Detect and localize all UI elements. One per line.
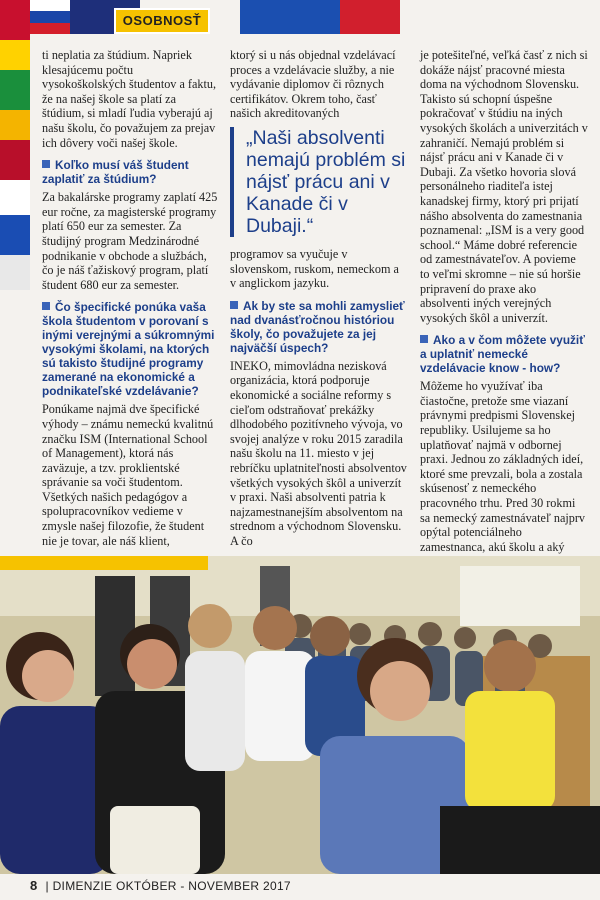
bullet-square-icon	[42, 160, 50, 168]
paragraph: programov sa vyučuje v slovenskom, ruskom, nemeckom a v anglickom jazyku.	[230, 246, 399, 291]
paragraph: INEKO, mimovládna nezisková organizácia, ktorá podporuje ekonomické a sociálne reformy s cieľom odstraňovať prekážky dlhodobého pozitívneho vývoja, vo svojej analýze v roku 2015 zaradila našu školu na 11. miesto v jej rebríčku uplatniteľnosti absolventov všetkých vysokých škôl a univerzít v praxi. Naši absolventi patria k najzamestnanejším absolventom na strednom a východnom Slovensku. A čo	[230, 358, 407, 548]
page-number: 8	[30, 878, 38, 893]
accent-bar	[0, 556, 208, 570]
paragraph: Môžeme ho využívať iba čiastočne, pretože sme viazaní právnymi predpismi Slovenskej republiky. Usilujeme sa ho uplatňovať najmä v odbornej praxi. Jednou zo základných ideí, ktoré sme prevzali, bola a zostala skúsenosť z nemeckého pracovného trhu. Pred 30 rokmi sa nemecký zamestnávateľ najprv opýtal potenciálneho zamestnanca, akú školu a aký	[420, 379, 586, 554]
flag-strip-top	[30, 0, 400, 34]
question-heading: Ak by ste sa mohli zamyslieť nad dvanásťročnou históriou školy, čo považujete za jej najväčší úspech?	[230, 298, 405, 355]
column-3	[420, 48, 588, 590]
question-heading: Koľko musí váš študent zaplatiť za štúdium?	[42, 158, 189, 187]
classroom-photo-icon	[0, 556, 600, 874]
paragraph: Za bakalárske programy zaplatí 425 eur ročne, za magisterské programy platí 650 eur za semester. Za študijný program Medzinárodné podnikanie v obchode a službách, čo je náš ťažiskový program, platí študent 680 eur za semester.	[42, 190, 218, 292]
pull-quote: „Naši absolventi nemajú problém si nájsť prácu ani v Kanade či v Dubaji.“	[230, 127, 408, 237]
paragraph: Ponúkame najmä dve špecifické výhody – známu nemeckú kvalitnú značku ISM (International School of Management), ktorá nás zaväzuje, a tzv. proklientské správanie sa voči študentom. Všetkých našich pedagógov a spolupracovníkov vedieme v zmysle našej filozofie, že študent nie je tovar, ale náš klient,	[42, 402, 214, 548]
question-heading: Čo špecifické ponúka vaša škola študentom v porovaní s inými verejnými a súkromnými vysokými školami, na ktorých sú takisto študijné programy zamerané na ekonomické a podnikateľské vzdelávanie?	[42, 300, 215, 399]
paragraph: ti neplatia za štúdium. Napriek klesajúcemu počtu vysokoškolských študentov a faktu, že na našej škole sa platí za štúdium, si mladí ľudia vyberajú aj našu školu, čo považujem za prejav ich dôvery voči našej škole.	[42, 48, 216, 150]
footer-separator: |	[45, 879, 53, 893]
bullet-square-icon	[420, 335, 428, 343]
paragraph: ktorý si u nás objednal vzdelávací proces a vzdelávacie služby, a nie vydávanie diplomov či rôznych certifikátov. Okrem toho, časť našich akreditovaných	[230, 48, 396, 121]
question-heading: Ako a v čom môžete využiť a uplatniť nemecké vzdelávacie know - how?	[420, 333, 585, 376]
column-1	[42, 48, 218, 554]
bullet-square-icon	[230, 301, 238, 309]
bullet-square-icon	[42, 302, 50, 310]
classroom-photo	[0, 556, 600, 874]
column-2	[230, 48, 408, 554]
flag-strip-left	[0, 0, 30, 290]
publication-name: DIMENZIE OKTÓBER - NOVEMBER 2017	[52, 879, 291, 893]
section-tag: OSOBNOSŤ	[114, 8, 210, 34]
page-footer	[30, 878, 291, 893]
paragraph: je potešiteľné, veľká časť z nich si dokáže nájsť pracovné miesta doma na východnom Slovensku. Takisto sú schopní úspešne pokračovať v štúdiu na iných vysokých školách a univerzitách v zahraničí. Nemajú problém si nájsť prácu ani v Kanade či v Dubaji. Za všetko hovoria slová personálneho riaditeľa istej kanadskej firmy, ktorý pri prijatí nášho absolventa do zamestnania poznamenal: „ISM is a very good school.“ Máme dobré referencie od zamestnávateľov. A povieme to veľmi skromne – nie sú horšie pripravení do praxe ako absolventi iných verejných vysokých škôl a univerzít.	[420, 48, 588, 325]
